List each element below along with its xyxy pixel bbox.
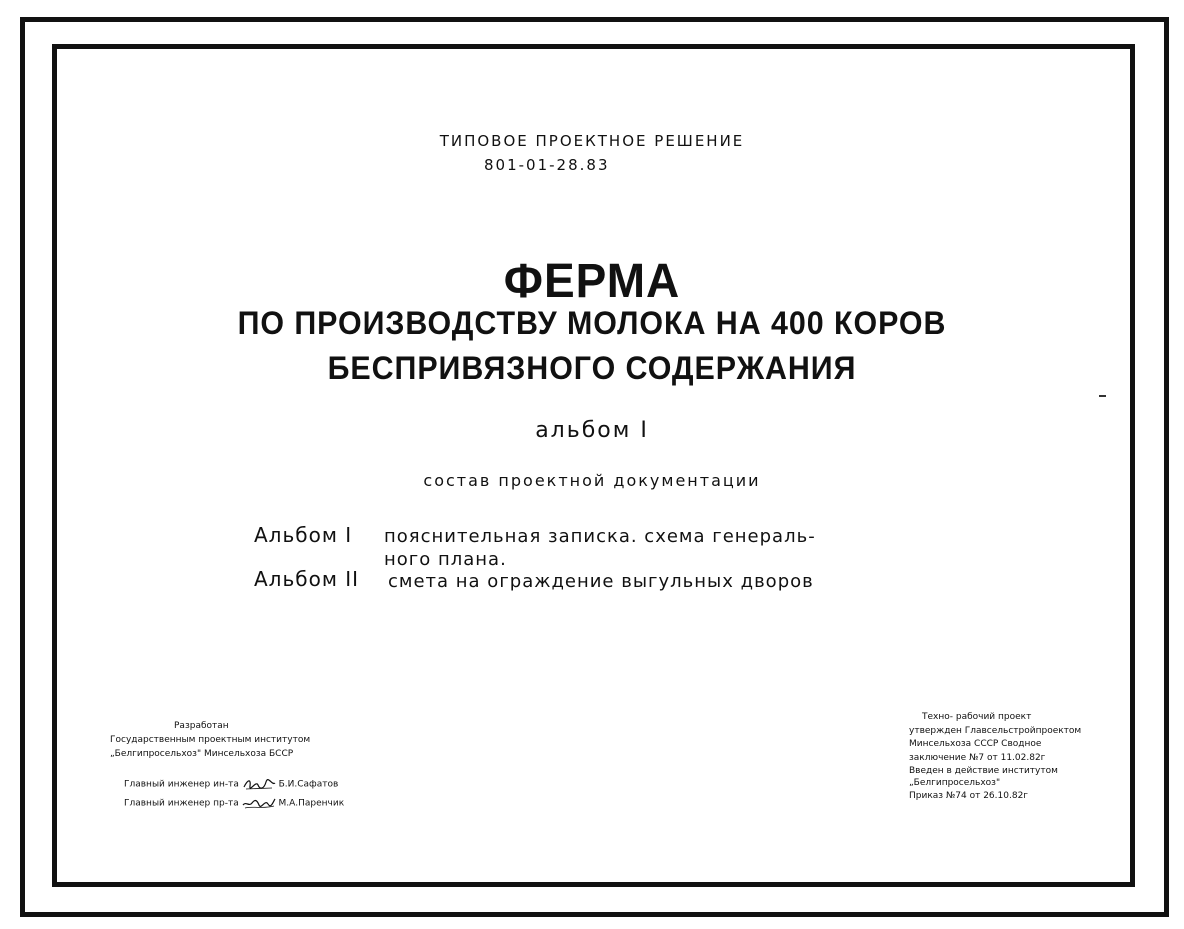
composition-heading: состав проектной документации <box>423 471 761 490</box>
approval-line-5: Введен в действие институтом <box>909 766 1058 776</box>
album-1-label: Альбом I <box>254 523 353 547</box>
project-engineer-name: М.А.Паренчик <box>278 798 345 809</box>
chief-engineer-label: Главный инженер ин-та <box>124 779 239 790</box>
album-1-description-cont: ного плана. <box>384 549 507 570</box>
album-2-label: Альбом II <box>254 567 360 591</box>
approval-line-7: Приказ №74 от 26.10.82г <box>909 791 1029 801</box>
approval-line-4: заключение №7 от 11.02.82г <box>909 753 1046 763</box>
page-title: ФЕРМА <box>503 252 681 308</box>
album-2-description: смета на ограждение выгульных дворов <box>388 571 814 592</box>
approval-line-6: „Белгипросельхоз" <box>909 778 1001 788</box>
developer-heading: Разработан <box>174 721 229 731</box>
project-engineer-row <box>124 796 344 811</box>
approval-line-1: Техно- рабочий проект <box>922 712 1032 722</box>
title-line-1: ПО ПРОИЗВОДСТВУ МОЛОКА НА 400 КОРОВ <box>237 305 947 341</box>
series-label: ТИПОВОЕ ПРОЕКТНОЕ РЕШЕНИЕ <box>439 132 745 150</box>
signature-1-icon <box>242 777 276 791</box>
developer-institute: Государственным проектным институтом <box>110 735 311 745</box>
chief-engineer-name: Б.И.Сафатов <box>278 779 339 790</box>
approval-line-3: Минсельхоза СССР Сводное <box>909 739 1042 749</box>
album-1-description: пояснительная записка. схема генераль- <box>384 526 816 547</box>
project-engineer-label: Главный инженер пр-та <box>124 798 239 809</box>
approval-line-2: утвержден Главсельстройпроектом <box>909 726 1082 736</box>
stray-mark <box>1099 395 1106 397</box>
album-label: альбом I <box>535 418 649 443</box>
chief-engineer-row <box>124 777 338 792</box>
series-number: 801-01-28.83 <box>484 156 610 174</box>
developer-ministry: „Белгипросельхоз" Минсельхоза БССР <box>110 749 294 759</box>
title-line-2: БЕСПРИВЯЗНОГО СОДЕРЖАНИЯ <box>327 350 857 386</box>
signature-2-icon <box>242 796 276 810</box>
